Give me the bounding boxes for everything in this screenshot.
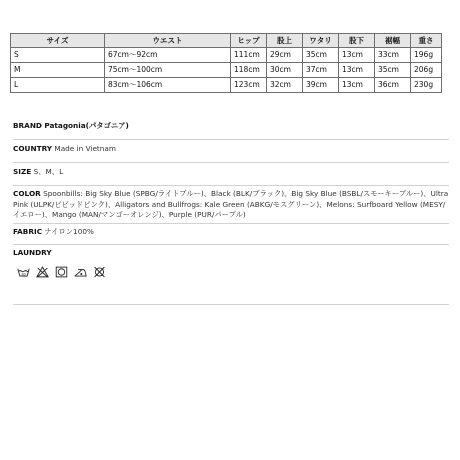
spec-label: FABRIC xyxy=(13,227,43,236)
cell-waist: 75cm〜100cm xyxy=(105,63,231,78)
cell-hip: 123cm xyxy=(231,78,267,93)
cell-weight: 230g xyxy=(411,78,442,93)
header-size: サイズ xyxy=(11,34,105,48)
spec-label: LAUNDRY xyxy=(13,248,52,257)
cell-weight: 196g xyxy=(411,48,442,63)
tumble-dry-icon xyxy=(55,266,68,278)
spec-label: SIZE xyxy=(13,167,32,176)
table-row xyxy=(11,48,442,63)
cell-thigh: 35cm xyxy=(303,48,339,63)
header-weight: 重さ xyxy=(411,34,442,48)
cell-rise: 32cm xyxy=(267,78,303,93)
spec-size xyxy=(13,163,449,186)
spec-label: BRAND xyxy=(13,121,42,130)
spec-value: S、M、L xyxy=(33,167,64,176)
cell-hem: 35cm xyxy=(375,63,411,78)
cell-inseam: 13cm xyxy=(339,78,375,93)
cell-weight: 206g xyxy=(411,63,442,78)
iron-low-icon xyxy=(74,266,87,278)
no-bleach-icon xyxy=(36,266,49,278)
spec-value: Made in Vietnam xyxy=(54,144,116,153)
spec-color xyxy=(13,186,449,224)
header-thigh: ワタリ xyxy=(303,34,339,48)
spec-label: COUNTRY xyxy=(13,144,53,153)
wash-30-icon xyxy=(17,266,30,278)
product-specs xyxy=(13,119,449,305)
cell-inseam: 13cm xyxy=(339,63,375,78)
cell-hem: 36cm xyxy=(375,78,411,93)
header-rise: 股上 xyxy=(267,34,303,48)
size-table-header-row xyxy=(11,34,442,48)
laundry-icons xyxy=(13,266,449,278)
table-row xyxy=(11,78,442,93)
spec-fabric xyxy=(13,224,449,245)
cell-rise: 30cm xyxy=(267,63,303,78)
cell-size: L xyxy=(11,78,105,93)
spec-laundry xyxy=(13,245,449,305)
size-table xyxy=(10,33,442,93)
cell-waist: 67cm〜92cm xyxy=(105,48,231,63)
header-hem: 裾幅 xyxy=(375,34,411,48)
cell-hip: 118cm xyxy=(231,63,267,78)
no-dry-clean-icon xyxy=(93,266,106,278)
cell-thigh: 37cm xyxy=(303,63,339,78)
header-inseam: 股下 xyxy=(339,34,375,48)
spec-value: Spoonbills: Big Sky Blue (SPBG/ライトブルー)、Black (BLK/ブラック)、Big Sky Blue (BSBL/スモーキーブルー)、Ultra Pink (ULPK/ビビッドピンク)、Alligators and Bullfrogs: Kale Green (ABKG/モスグリーン)、Melons: Surfboard Yellow (MESY/イエロー)、Mango (MAN/マンゴーオレンジ)、Purple (PUR/パープル) xyxy=(13,189,449,220)
cell-waist: 83cm〜106cm xyxy=(105,78,231,93)
cell-hem: 33cm xyxy=(375,48,411,63)
spec-brand xyxy=(13,119,449,140)
cell-hip: 111cm xyxy=(231,48,267,63)
header-hip: ヒップ xyxy=(231,34,267,48)
cell-inseam: 13cm xyxy=(339,48,375,63)
cell-rise: 29cm xyxy=(267,48,303,63)
table-row xyxy=(11,63,442,78)
header-waist: ウエスト xyxy=(105,34,231,48)
spec-value: ナイロン100% xyxy=(44,227,94,236)
cell-size: M xyxy=(11,63,105,78)
cell-size: S xyxy=(11,48,105,63)
spec-country xyxy=(13,140,449,163)
spec-value: Patagonia(パタゴニア) xyxy=(44,121,129,130)
cell-thigh: 39cm xyxy=(303,78,339,93)
svg-text:30: 30 xyxy=(21,271,26,276)
spec-label: COLOR xyxy=(13,189,41,198)
